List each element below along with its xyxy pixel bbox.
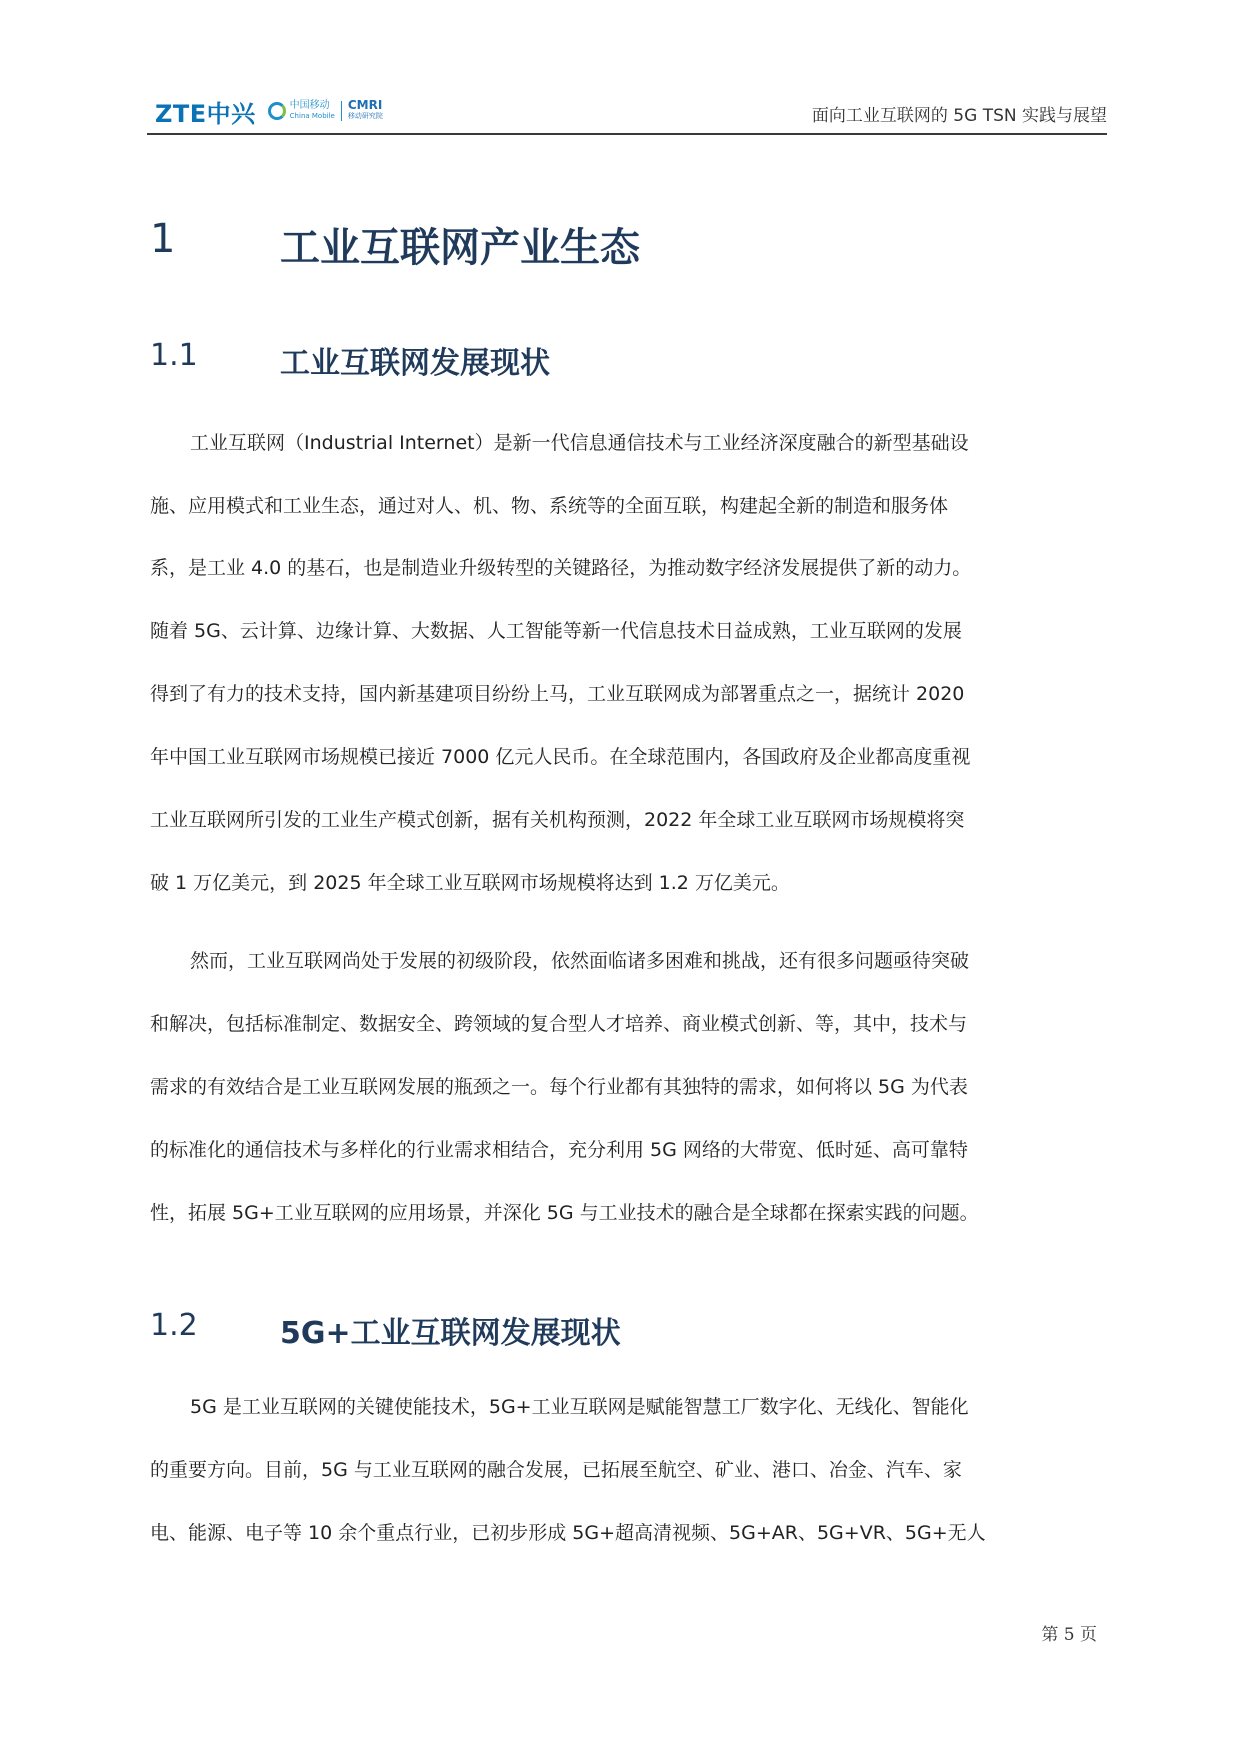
chapter-number: 1 (150, 216, 176, 262)
paragraph-line: 工业互联网所引发的工业生产模式创新，据有关机构预测，2022 年全球工业互联网市场规模将突 (150, 809, 965, 831)
paragraph-line: 工业互联网（Industrial Internet）是新一代信息通信技术与工业经济深度融合的新型基础设 (190, 432, 969, 454)
page-header (147, 92, 1107, 134)
zte-logo: ZTE中兴 (155, 99, 256, 128)
paragraph-line: 得到了有力的技术支持，国内新基建项目纷纷上马，工业互联网成为部署重点之一，据统计 2020 (150, 683, 965, 705)
paragraph-line: 的重要方向。目前，5G 与工业互联网的融合发展，已拓展至航空、矿业、港口、冶金、汽车、家 (150, 1459, 962, 1481)
section-title: 5G+工业互联网发展现状 (280, 1316, 621, 1351)
paragraph-line: 需求的有效结合是工业互联网发展的瓶颈之一。每个行业都有其独特的需求，如何将以 5G 为代表 (150, 1076, 968, 1098)
cmri-logo (348, 100, 383, 122)
paragraph-line: 然而，工业互联网尚处于发展的初级阶段，依然面临诸多困难和挑战，还有很多问题亟待突破 (190, 950, 970, 972)
section-heading-1-1 (150, 338, 550, 382)
paragraph-line: 随着 5G、云计算、边缘计算、大数据、人工智能等新一代信息技术日益成熟，工业互联网的发展 (150, 620, 962, 642)
logo-divider (341, 101, 342, 121)
paragraph-line: 施、应用模式和工业生态，通过对人、机、物、系统等的全面互联，构建起全新的制造和服务体 (150, 495, 949, 517)
china-mobile-logo (268, 100, 383, 122)
paragraph-line: 破 1 万亿美元，到 2025 年全球工业互联网市场规模将达到 1.2 万亿美元。 (150, 872, 790, 894)
section-number: 1.1 (150, 338, 198, 373)
section-number: 1.2 (150, 1308, 198, 1343)
china-mobile-logo-cn: 中国移动 (289, 100, 330, 111)
section-heading-1-2 (150, 1308, 621, 1352)
paragraph-line: 和解决，包括标准制定、数据安全、跨领域的复合型人才培养、商业模式创新、等，其中，技术与 (150, 1013, 968, 1035)
cmri-logo-en: CMRI (347, 98, 383, 112)
header-logos (155, 94, 383, 128)
paragraph-line: 年中国工业互联网市场规模已接近 7000 亿元人民币。在全球范围内，各国政府及企业都高度重视 (150, 746, 971, 768)
paragraph-line: 的标准化的通信技术与多样化的行业需求相结合，充分利用 5G 网络的大带宽、低时延、高可靠特 (150, 1139, 968, 1161)
section-title: 工业互联网发展现状 (280, 346, 550, 381)
paragraph-line: 5G 是工业互联网的关键使能技术，5G+工业互联网是赋能智慧工厂数字化、无线化、智能化 (190, 1396, 969, 1418)
document-title: 面向工业互联网的 5G TSN 实践与展望 (811, 106, 1107, 126)
header-divider (147, 133, 1107, 135)
cmri-logo-cn: 移动研究院 (347, 112, 383, 120)
chapter-heading (150, 216, 640, 273)
paragraph-line: 性，拓展 5G+工业互联网的应用场景，并深化 5G 与工业技术的融合是全球都在探索实践的问题。 (150, 1202, 979, 1224)
chapter-title: 工业互联网产业生态 (280, 225, 640, 271)
paragraph-line: 系，是工业 4.0 的基石，也是制造业升级转型的关键路径，为推动数字经济发展提供了新的动力。 (150, 557, 972, 579)
china-mobile-logo-en: China Mobile (289, 112, 335, 120)
china-mobile-mark-icon (268, 102, 286, 120)
paragraph-line: 电、能源、电子等 10 余个重点行业，已初步形成 5G+超高清视频、5G+AR、5G+VR、5G+无人 (150, 1522, 986, 1544)
page-number: 第 5 页 (1041, 1625, 1097, 1645)
